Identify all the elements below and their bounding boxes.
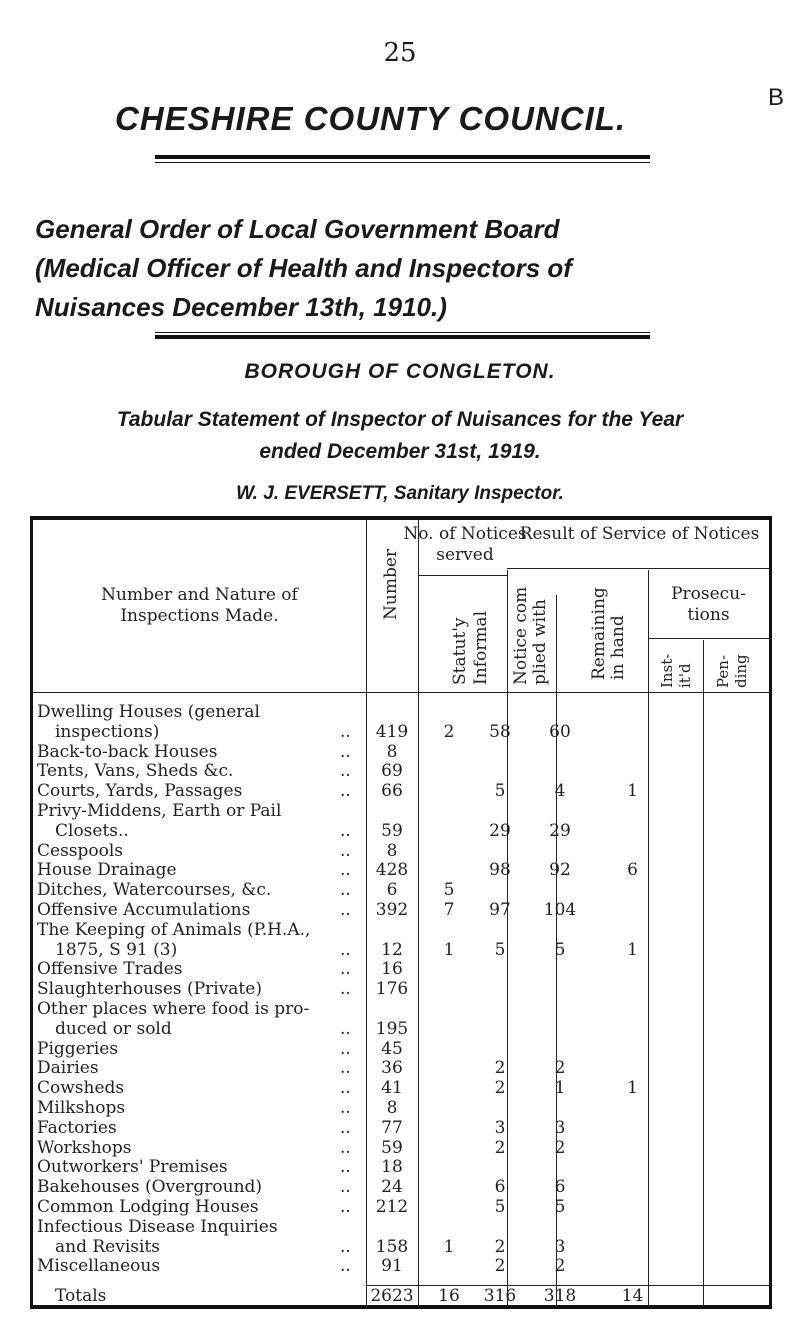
- cell-number: 428: [375, 860, 409, 881]
- cell-statutory: 7: [443, 900, 455, 920]
- totals-label: Totals: [55, 1286, 107, 1306]
- cell-informal: 2: [494, 1256, 506, 1277]
- row-label: Dwelling Houses (general: [37, 702, 260, 722]
- cell-informal: 29: [489, 820, 511, 841]
- cell-remaining: 1: [627, 939, 638, 960]
- header-informal: Informal: [471, 610, 491, 685]
- cell-number: 419: [375, 721, 409, 742]
- header-remaining-2: in hand: [608, 615, 628, 680]
- row-label: Milkshops: [37, 1098, 126, 1118]
- general-order-line2: (Medical Officer of Health and Inspectors of: [35, 253, 572, 283]
- row-label: Piggeries: [37, 1038, 119, 1059]
- leader-dots: ..: [340, 1137, 351, 1158]
- row-label: Offensive Accumulations: [37, 900, 251, 920]
- row-label: Factories: [37, 1117, 117, 1138]
- borough-heading: BOROUGH OF CONGLETON.: [244, 360, 556, 383]
- header-pending-1: Pen-: [714, 654, 732, 688]
- cell-number: 45: [381, 1038, 403, 1059]
- table-top-border: [30, 516, 772, 520]
- cell-number: 41: [381, 1078, 403, 1099]
- col-sep-prosecutions: [703, 640, 704, 1305]
- table-left-border: [30, 516, 33, 1309]
- row-label: Courts, Yards, Passages: [37, 781, 243, 802]
- top-rule-thin: [155, 162, 650, 163]
- row-label: Other places where food is pro-: [37, 999, 310, 1019]
- cell-remaining: 6: [627, 860, 638, 881]
- header-number: Number: [381, 548, 401, 620]
- cell-statutory: 5: [443, 880, 455, 901]
- leader-dots: ..: [340, 1197, 351, 1217]
- header-complied-2: plied with: [530, 599, 550, 685]
- row-label: Offensive Trades: [37, 959, 183, 980]
- cell-informal: 6: [494, 1177, 506, 1198]
- cell-complied: 5: [554, 939, 566, 960]
- header-remaining-1: Remaining: [589, 587, 609, 680]
- cell-informal: 2: [494, 1236, 506, 1257]
- row-label: Back-to-back Houses: [37, 741, 218, 762]
- cell-number: 176: [375, 979, 409, 1000]
- cell-complied: 2: [554, 1058, 566, 1079]
- leader-dots: ..: [340, 880, 351, 901]
- cell-informal: 98: [489, 860, 511, 881]
- leader-dots: ..: [340, 1098, 351, 1118]
- statement-line1: Tabular Statement of Inspector of Nuisances for the Year: [116, 408, 684, 431]
- total-statutory: 16: [438, 1286, 460, 1306]
- general-order-heading: [35, 210, 780, 327]
- cell-number: 91: [381, 1256, 403, 1277]
- header-instituted-1: Inst-: [658, 653, 676, 688]
- cell-complied: 92: [549, 860, 571, 881]
- row-label: Slaughterhouses (Private): [37, 979, 262, 1000]
- middle-rule: [155, 332, 650, 333]
- header-line-served: [418, 575, 507, 576]
- header-complied-1: Notice com: [511, 586, 531, 685]
- cell-number: 18: [381, 1157, 403, 1178]
- row-label: Cowsheds: [37, 1078, 125, 1099]
- leader-dots: ..: [340, 741, 351, 762]
- leader-dots: ..: [340, 860, 351, 881]
- row-label: Dairies: [37, 1058, 99, 1079]
- header-result: Result of Service of Notices: [519, 524, 760, 544]
- cell-statutory: 1: [443, 939, 455, 960]
- row-label: The Keeping of Animals (P.H.A.,: [37, 919, 311, 940]
- leader-dots: ..: [340, 721, 351, 742]
- row-label: Privy-Middens, Earth or Pail: [37, 801, 282, 821]
- total-informal: 316: [483, 1286, 517, 1306]
- cell-number: 12: [381, 939, 403, 960]
- leader-dots: ..: [340, 1256, 351, 1277]
- header-line-result: [507, 568, 769, 569]
- cell-informal: 2: [494, 1137, 506, 1158]
- cell-number: 8: [386, 840, 398, 861]
- header-statutory: Statut'y: [450, 617, 470, 685]
- leader-dots: ..: [340, 1157, 351, 1178]
- cell-number: 392: [375, 900, 409, 920]
- cell-number: 16: [381, 959, 403, 980]
- cell-number: 24: [381, 1177, 403, 1198]
- row-label: Common Lodging Houses: [37, 1197, 259, 1217]
- cell-number: 195: [375, 1018, 409, 1039]
- cell-remaining: 1: [627, 1078, 638, 1099]
- leader-dots: ..: [340, 820, 351, 841]
- col-sep-remaining: [648, 570, 649, 1305]
- leader-dots: ..: [340, 1058, 351, 1079]
- cell-complied: 104: [543, 900, 577, 920]
- cell-informal: 58: [489, 721, 511, 742]
- middle-rule-thick: [155, 335, 650, 339]
- cell-complied: 3: [554, 1236, 566, 1257]
- general-order-line3: Nuisances December 13th, 1910.): [35, 292, 447, 322]
- cell-remaining: 1: [627, 781, 638, 802]
- cell-complied: 3: [554, 1117, 566, 1138]
- cell-number: 8: [386, 1098, 398, 1118]
- row-label: Infectious Disease Inquiries: [37, 1216, 278, 1237]
- header-bottom-line: [33, 692, 769, 693]
- cell-number: 6: [386, 880, 398, 901]
- row-label: Ditches, Watercourses, &c.: [37, 880, 272, 901]
- cell-number: 59: [381, 1137, 403, 1158]
- cell-complied: 6: [554, 1177, 566, 1198]
- header-pending-2: ding: [732, 654, 750, 688]
- header-instituted-2: it'd: [676, 663, 694, 688]
- inspector-line: W. J. EVERSETT, Sanitary Inspector.: [236, 483, 564, 504]
- leader-dots: ..: [340, 1177, 351, 1198]
- leader-dots: ..: [340, 939, 351, 960]
- cell-number: 8: [386, 741, 398, 762]
- cell-informal: 5: [494, 939, 506, 960]
- cell-complied: 1: [554, 1078, 566, 1099]
- cell-number: 36: [381, 1058, 403, 1079]
- row-label: Workshops: [37, 1137, 132, 1158]
- row-label-continued: and Revisits: [55, 1236, 160, 1257]
- cell-number: 59: [381, 820, 403, 841]
- row-label: Cesspools: [37, 840, 124, 861]
- header-notices-served: No. of Notices served: [403, 524, 527, 565]
- leader-dots: ..: [340, 959, 351, 980]
- leader-dots: ..: [340, 761, 351, 782]
- header-nature: Number and Nature of Inspections Made.: [101, 585, 298, 626]
- leader-dots: ..: [340, 1236, 351, 1257]
- table-right-border: [769, 516, 772, 1309]
- cell-informal: 3: [494, 1117, 506, 1138]
- total-number: 2623: [370, 1286, 414, 1306]
- cell-informal: 2: [494, 1078, 506, 1099]
- total-complied: 318: [543, 1286, 577, 1306]
- cell-number: 66: [381, 781, 403, 802]
- cell-informal: 97: [489, 900, 511, 920]
- cell-informal: 5: [494, 781, 506, 802]
- row-label: House Drainage: [37, 860, 177, 881]
- leader-dots: ..: [340, 781, 351, 802]
- top-rule: [155, 155, 650, 159]
- leader-dots: ..: [340, 1018, 351, 1039]
- cell-number: 158: [375, 1236, 409, 1257]
- leader-dots: ..: [340, 900, 351, 920]
- cell-number: 69: [381, 761, 403, 782]
- row-label: Miscellaneous: [37, 1256, 161, 1277]
- leader-dots: ..: [340, 1117, 351, 1138]
- cell-complied: 60: [549, 721, 571, 742]
- header-prosecutions: Prosecu- tions: [671, 584, 746, 625]
- cell-complied: 2: [554, 1137, 566, 1158]
- cell-statutory: 1: [443, 1236, 455, 1257]
- row-label: Tents, Vans, Sheds &c.: [37, 761, 234, 782]
- cell-complied: 29: [549, 820, 571, 841]
- cell-complied: 4: [554, 781, 566, 802]
- corner-letter: B: [768, 84, 785, 111]
- leader-dots: ..: [340, 1038, 351, 1059]
- cell-statutory: 2: [443, 721, 455, 742]
- cell-informal: 5: [494, 1197, 506, 1217]
- row-label-continued: 1875, S 91 (3): [55, 939, 178, 960]
- cell-complied: 5: [554, 1197, 566, 1217]
- row-label: Outworkers' Premises: [37, 1157, 228, 1178]
- council-heading: CHESHIRE COUNTY COUNCIL.: [115, 100, 627, 137]
- row-label: Bakehouses (Overground): [37, 1177, 263, 1198]
- leader-dots: ..: [340, 979, 351, 1000]
- statement-line2: ended December 31st, 1919.: [259, 440, 541, 463]
- cell-informal: 2: [494, 1058, 506, 1079]
- cell-number: 77: [381, 1117, 403, 1138]
- row-label-continued: duced or sold: [55, 1018, 172, 1039]
- leader-dots: ..: [340, 840, 351, 861]
- header-line-prosecutions: [648, 638, 769, 639]
- row-label-continued: inspections): [55, 721, 160, 742]
- page-number: 25: [383, 38, 417, 68]
- leader-dots: ..: [340, 1078, 351, 1099]
- cell-complied: 2: [554, 1256, 566, 1277]
- row-label-continued: Closets..: [55, 820, 129, 841]
- cell-number: 212: [375, 1197, 409, 1217]
- total-remaining: 14: [621, 1286, 644, 1306]
- general-order-line1: General Order of Local Government Board: [35, 214, 560, 244]
